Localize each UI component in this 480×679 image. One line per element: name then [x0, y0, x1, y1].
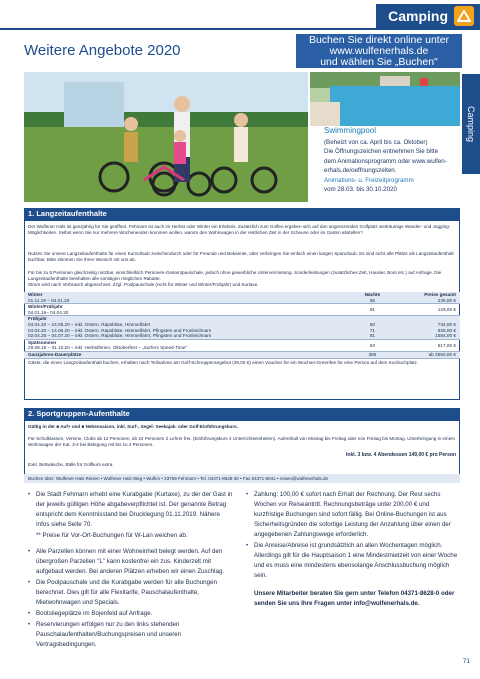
row-price: 1584,00 € — [435, 333, 456, 339]
section-1-paragraph: Strom wird nach Verbrauch abgerechnet. Zzgl. Poolpauschale (nicht für Winter und Winter/Frühjahr) und Kurtaxe. — [28, 282, 259, 287]
row-price: 236,00 € — [437, 297, 456, 303]
row-date: 04.04.20 – 24.05.20 – inkl. Ostern, Rapsblüte, Himmelfahrt — [28, 321, 151, 327]
list-item: • Die Anreise/Abreise ist grundsätzlich an allen Wochentagen möglich. Allerdings gilt für die Hauptsaison 1 eine Mindestmietzeit von einer Woche und es muss eine mindestens ebensolange Anschlussbuchung möglich sein. — [246, 541, 458, 581]
booking-address: Buchen über: Wulfener Hals Reisen • Wulfener Hals Weg • Wulfen • 23769 Fehmarn • Tel. 04371-8628-30 • Fax 04371-9041 • reisen@wulfenerhals.de — [24, 474, 460, 483]
row-price: 517,00 € — [391, 339, 460, 351]
cta-line-2[interactable]: www.wulfenerhals.de — [329, 44, 429, 57]
list-item: • Die Poolpauschale und die Kurabgabe werden für alle Buchungen berechnet. Dies gilt für alle Flexitarife, Pauschalaufenthalte, Mietwohnwagen und Specials. — [28, 578, 234, 608]
row-nights: 65 — [369, 297, 376, 303]
list-item: • Alle Parzellen können mit einer Wohneinheit belegt werden. Auf den übergroßen Parzellen "L" kann kostenfrei ein zus. Kinderzelt mit aufgebaut werden. Bei anderen Plätzen erheben wir einen Zuschlag. — [28, 547, 234, 577]
left-column — [28, 490, 234, 651]
row-date: 02.04.20 – 04.07.20 – inkl. Ostern, Rapsblüte, Himmelfahrt, Pfingsten und Fronleichnam — [28, 333, 212, 339]
row-name: Frühjahr — [24, 316, 460, 322]
list-item: • Die Stadt Fehmarn erhebt eine Kurabgabe (Kurtaxe), zu der der Gast in der jeweils gültigen Höhe abgabeverpflichtet ist. Der genannte Betrag entspricht dem Kenntnisstand bei Drucklegung 01.11.2019. Nähere Infos siehe Seite 70. — [28, 490, 234, 530]
row-price: 926,00 € — [437, 327, 456, 333]
top-rule — [0, 28, 480, 30]
col-price-header: Preise gesamt — [424, 292, 456, 297]
row-name: Winter — [28, 292, 43, 297]
row-name: Winter/Frühjahr — [28, 304, 63, 310]
cta-line-1: Buchen Sie direkt online unter — [308, 33, 450, 46]
section-2-price: Inkl. 3 bzw. 4 Abendessen 149,00 € pro Person — [346, 452, 456, 458]
table-row — [24, 339, 460, 351]
section-2-note: Exkl. Bettwäsche, Bälle für Golfkurs extra. — [28, 462, 114, 467]
side-tab — [462, 74, 480, 174]
section-2-paragraph: Für Schulklassen, Vereine, Clubs ab 12 Personen, ab 24 Personen 2 Lehrer frei. (Einführungskurs 4 Unterrichtseinheiten). Aufenthalt von Montag bis Freitag oder von Freitag bis Montag. Unterbringung in einem Wohnwagen der Kat. 3-4 bei Belegung mit bis zu 4 Personen. — [28, 436, 455, 447]
pool-line: erhals.de/oeffnungszeiten. — [324, 167, 397, 174]
col-nights-header: Nächte — [364, 292, 381, 297]
wlan-note: ** Preise für Vor-Ort-Buchungen für W-Lan weichen ab. — [36, 532, 188, 539]
row-price: 734,00 € — [437, 321, 456, 327]
price-table — [24, 292, 460, 365]
pool-line: Die Öffnungszeichen entnehmen Sie bitte — [324, 148, 439, 155]
section-1-header: 1. Langzeitaufenthalte — [24, 208, 460, 220]
table-row — [24, 292, 460, 304]
row-nights: 91 — [369, 333, 376, 339]
right-column — [246, 490, 458, 609]
section-1-paragraph: Nutzen Sie unsere Langzeitaufenthalte für einen Kurzurlaub zwischendurch oder für Freunde und Bekannte, oder verbringen Sie einfach einen langen Sparurlaub. Es sind nicht alle Plätze als Langzeitaufenthalt buchbar. Bitte stimmen Sie Ihren Wunsch mit uns ab. — [28, 251, 454, 262]
section-2-validity: Gültig in der ■ Auf+ und ■ Nebensaison, inkl. Surf-, Segel- Seekajak- oder Golf-Einführungskurs. — [28, 424, 238, 429]
row-nights: 71 — [369, 327, 376, 333]
row-date: 29.08.19 – 31.10.20 – inkl. Herbstferien, Oktoberfest – „Surfers Speed-Time" — [28, 345, 188, 351]
row-nights: 63 — [353, 339, 391, 351]
row-nights: 91 — [353, 304, 391, 316]
row-nights: 365 — [353, 351, 391, 358]
list-item: • Zahlung: 100,00 € sofort nach Erhalt der Rechnung. Der Rest sechs Wochen vor Reiseantritt. Rechnungsbeträge unter 200,00 € und kurzfristige Buchungen sind sofort fällig. Bei Online-Buchungen ist aus Sicherheitsgründen die sofortige Leistung der Anzahlung über einen der angegebenen Zahlungswege erforderlich. — [246, 490, 458, 540]
table-row — [24, 351, 460, 358]
table-footnote: Gäste, die einen Langzeitaufenthalt buchen, erhalten nach Teilnahme am Golf-Schnupperangebot (39,00 €) einen Voucher für ein Wochen-Greenfee für eine Person auf dem Kurzlochplatz. — [24, 358, 460, 365]
table-row — [24, 358, 460, 365]
booking-cta[interactable] — [296, 34, 462, 68]
cta-line-3: und wählen Sie „Buchen" — [320, 55, 438, 68]
pool-info — [324, 126, 464, 195]
row-date: 04.04.20 – 14.06.20 – inkl. Ostern, Rapsblüte, Himmelfahrt, Pfingsten und Fronleichnam — [28, 327, 212, 333]
row-date: 01.11.19 – 04.01.20 — [28, 297, 70, 303]
top-bar — [0, 0, 480, 30]
side-tab-label: Camping — [466, 105, 476, 143]
page-number: 71 — [462, 658, 470, 665]
tent-logo-icon — [454, 6, 474, 26]
brand-badge — [376, 4, 480, 28]
section-1-paragraph: Der Wulfener Hals ist ganzjährig für Sie geöffnet. Fehmarn ist auch im Herbst oder Winter ein Erlebnis. Zusätzlich zum Golfen ergeben sich auf den angrenzenden Golfplatz weiträumige Wander- und Jogging-Möglichkeiten. Selbst wenn Sie nur mehrere Wochenenden kommen wollen, warum den Wohnwagen in der restlichen Zeit in der Scheune oder im Garten abstellen? — [28, 224, 451, 235]
pool-heading: Swimmingpool — [324, 126, 377, 135]
pool-line: (Beheizt von ca. April bis ca. Oktober) — [324, 138, 428, 146]
swimming-pool-photo — [310, 72, 460, 126]
animation-dates: vom 28.03. bis 30.10.2020 — [324, 186, 397, 193]
family-cycling-photo — [24, 72, 308, 202]
table-row — [24, 304, 460, 316]
row-date: 04.01.16– 04.04.20 — [28, 309, 69, 315]
row-name: Spätsommer — [28, 339, 57, 345]
pool-line: dem Animationsprogramm oder www.wulfen- — [324, 157, 447, 165]
row-price: 129,00 € — [391, 304, 460, 316]
row-name: Ganzjahres-Dauerplätze — [24, 351, 353, 358]
brand-label: Camping — [388, 8, 448, 24]
page-title: Weitere Angebote 2020 — [24, 42, 181, 59]
contact-info: Unsere Mitarbeiter beraten Sie gern unter Telefon 04371-8628-0 oder senden Sie uns Ihre Fragen unter info@wulfenerhals.de. — [254, 590, 455, 607]
row-price: ab 2650,00 € — [391, 351, 460, 358]
section-1-paragraph: Für bis zu 5 Personen gleichzeitig nutzbar, einschließlich Personen-Gesamtpauschale, jedoch ohne gewerbliche Untervermietung. Sonderleistungen (zusätzliches Zelt, Hausier, Boot etc.) auf Anfrage. Die Langzeitaufenthalte beinhalten alle sonstigen möglichen Rabatte. — [28, 270, 442, 281]
animation-program-label: Animations- u. Freizeitprogramm — [324, 176, 414, 184]
row-nights: 50 — [369, 321, 376, 327]
list-item: • Reservierungen erfolgen nur zu den links stehenden Pauschalaufenthalten/Buchungspreisen und unseren Vertragsbedingungen. — [28, 620, 234, 650]
section-2-header: 2. Sportgruppen-Aufenthalte — [24, 408, 460, 420]
list-item: • Bootsliegeplätze im Bojenfeld auf Anfrage. — [28, 609, 234, 619]
